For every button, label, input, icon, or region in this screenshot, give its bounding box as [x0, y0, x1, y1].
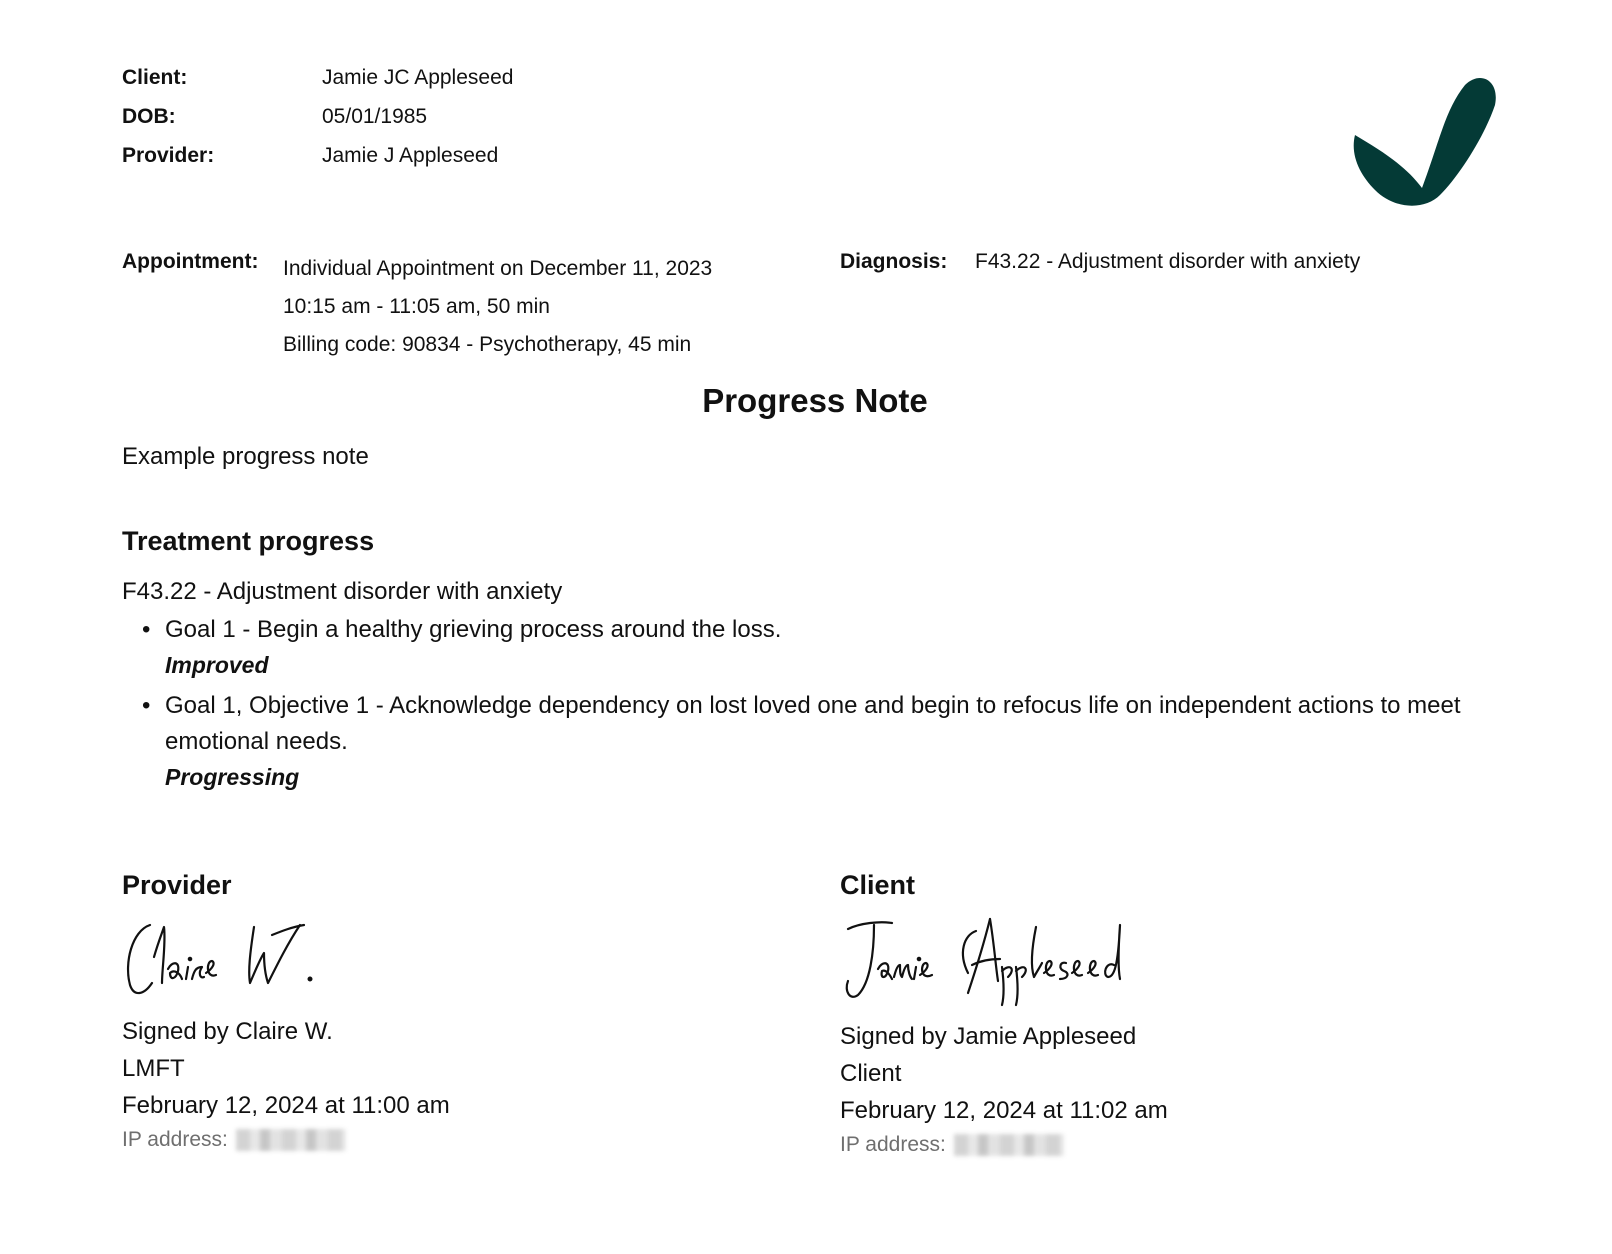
provider-ip-redacted: [236, 1129, 346, 1151]
goals-list: [122, 612, 1482, 800]
provider-signed-by: Signed by Claire W.: [122, 1018, 333, 1045]
dob-value: 05/01/1985: [322, 105, 428, 128]
goal-text: Goal 1 - Begin a healthy grieving process around the loss.: [165, 616, 782, 643]
goal-item: [122, 688, 1482, 794]
provider-ip-label: IP address:: [122, 1128, 228, 1151]
bullet-icon: •: [142, 692, 151, 719]
intro-text: Example progress note: [122, 443, 369, 470]
appointment-details: [283, 250, 712, 364]
provider-signature-block: [122, 870, 742, 1152]
goal-item: [122, 612, 1482, 682]
appointment-label: Appointment:: [122, 250, 259, 273]
provider-signed-at: February 12, 2024 at 11:00 am: [122, 1092, 450, 1119]
client-ip-redacted: [954, 1134, 1064, 1156]
goal-status: Improved: [165, 652, 269, 678]
provider-label: Provider:: [122, 144, 215, 167]
client-signed-at: February 12, 2024 at 11:02 am: [840, 1097, 1168, 1124]
client-signature-image: [840, 913, 1140, 1008]
client-role: Client: [840, 1060, 902, 1087]
logo-icon: [1350, 70, 1500, 210]
client-signature-heading: Client: [840, 870, 916, 900]
appointment-line-2: 10:15 am - 11:05 am, 50 min: [283, 295, 550, 318]
appointment-line-1: Individual Appointment on December 11, 2023: [283, 257, 713, 280]
provider-role: LMFT: [122, 1055, 185, 1082]
bullet-icon: •: [142, 616, 151, 643]
diagnosis-label: Diagnosis:: [840, 250, 948, 273]
treatment-diagnosis: F43.22 - Adjustment disorder with anxiety: [122, 578, 563, 605]
provider-ip-row: [122, 1128, 742, 1152]
provider-signature-heading: Provider: [122, 870, 232, 900]
client-ip-row: [840, 1133, 1460, 1157]
dob-label: DOB:: [122, 105, 176, 128]
client-signed-by: Signed by Jamie Appleseed: [840, 1023, 1137, 1050]
client-signature-details: [840, 1018, 1460, 1129]
client-value: Jamie JC Appleseed: [322, 66, 514, 89]
goal-text: Goal 1, Objective 1 - Acknowledge dependency on lost loved one and begin to refocus life on independent actions to meet emotional needs.: [165, 692, 1461, 755]
goal-status: Progressing: [165, 764, 300, 790]
client-label: Client:: [122, 66, 188, 89]
diagnosis-value: F43.22 - Adjustment disorder with anxiety: [975, 250, 1361, 273]
client-ip-label: IP address:: [840, 1133, 946, 1156]
provider-signature-image: [122, 913, 322, 1003]
client-signature-block: [840, 870, 1460, 1157]
appointment-line-3: Billing code: 90834 - Psychotherapy, 45 min: [283, 333, 692, 356]
provider-signature-details: [122, 1013, 742, 1124]
provider-value: Jamie J Appleseed: [322, 144, 499, 167]
treatment-progress-heading: Treatment progress: [122, 526, 375, 556]
page-title: Progress Note: [702, 382, 928, 419]
